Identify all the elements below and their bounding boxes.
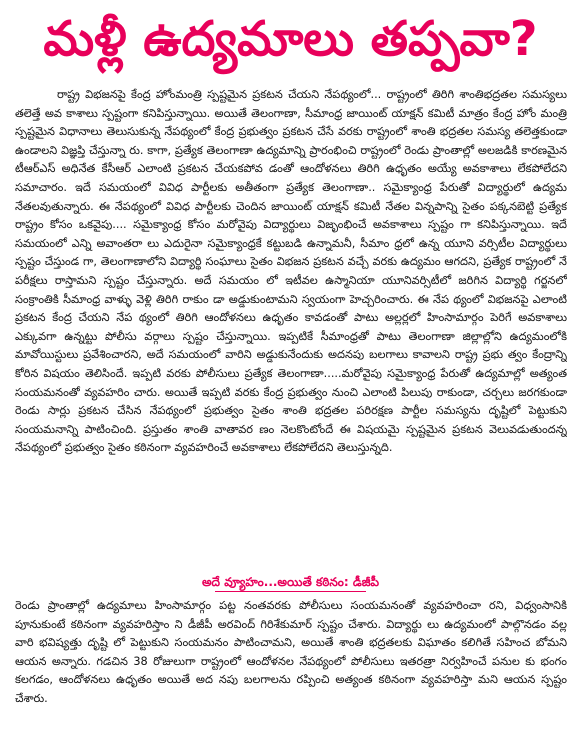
- article-body-paragraph-1: రాష్ట్ర విభజనపై కేంద్ర హోంమంత్రి స్పష్టమైన ప్రకటన చేయని నేపథ్యంలో... రాష్ట్రంలో తిరిగి శాంతిభద్రతల సమస్యలు తలెత్తే అవ కాశాలు స్పష్టంగా కనిపిస్తున్నాయి. అయితే తెలంగాణా, సీమాంధ్ర జాయింట్ యాక్షన్ కమిటీ మాత్రం కేంద్ర హోం మంత్రి స్పష్టమైన విధానాలు తెలుసుకున్న నేపథ్యంలో కేంద్ర ప్రభుత్వం ప్రకటన చేసే వరకు రాష్ట్రంలో శాంతి భద్రతల సమస్య తలెత్తకుండా ఉండాలని విజ్ఞప్తి చేస్తున్నా రు. కాగా, ప్రత్యేక తెలంగాణా ఉద్యమాన్ని ప్రారంభించి రాష్ట్రంలో రెండు ప్రాంతాల్లో అలజడికి కారణమైన టీఆర్ఎస్ అధినేత కేసీఆర్ ఎలాంటి ప్రకటన చేయకపోవ డంతో ఆందోళనలు తిరిగి ఉధృతం అయ్యే అవకాశాలు లేకపోలేదని సమాచారం. ఇదే సమయంలో వివిధ పార్టీలకు అతీతంగా ప్రత్యేక తెలంగాణా.. సమైక్యాంధ్ర పేరుతో విద్యార్థులో ఉద్యమ నేతలవుతున్నారు. ఈ నేపథ్యంలో వివిధ పార్టీలకు చెందిన జాయింట్ యాక్షన్ కమిటీ నేతల విన్నపాన్ని సైతం పక్కనబెట్టి ప్రత్యేక రాష్ట్రం కోసం ఒకవైపు.... సమైక్యాంధ్ర కోసం మరోవైపు విద్యార్థులు విజృంభించే అవకాశాలు స్పష్టం గా కనిపిస్తున్నాయి. ఇదే సమయంలో ఎన్ని అవాంతరా లు ఎదురైనా సమైక్యాంధ్రకే కట్టుబడి ఉన్నామనీ, సీమాం ధ్రలో ఉన్న యూని వర్సిటీల విద్యార్థులు స్పష్టం చేస్తుండ గా, తెలంగాణాలోని విద్యార్థి సంఘాలు సైతం విభజన ప్రకటన వచ్చే వరకు ఉద్యమం ఆగదని, ప్రత్యేక రాష్ట్రంలో నే పరీక్షలు రాస్తామని స్పష్టం చేస్తున్నారు. అదే సమయం లో ఇటీవల ఉస్మానియా యూనివర్సిటీలో జరిగిన విద్యార్థి గర్జనలో సంక్రాంతికి సీమాంధ్ర వాళ్ళు వెళ్లి తిరిగి రాకుం డా అడ్డుకుంటామని స్వయంగా హెచ్చరించారు. ఈ నేప థ్యంలో విభజనపై ఎలాంటి ప్రకటన కేంద్ర చేయని నేప థ్యంలో తిరిగి ఆందోళనలు ఉధృతం కావడంతో పాటు అల్లర్లలో హింసామార్గం పెరిగే అవకాశాలు ఎక్కువగా ఉన్నట్టు పోలీసు వర్గాలు స్పష్టం చేస్తున్నాయి. ఇప్పటికే సీమాంధ్రతో పాటు తెలంగాణా జిల్లాల్లోని ఉద్యమంలోకి మావోయిస్టులు ప్రవేశించారని, అదే సమయంలో వారిని అడ్డుకునేందుకు అదనపు బలగాలు కావాలని రాష్ట్ర ప్రభు త్వం కేంద్రాన్ని కోరిన విషయం తెలిసిందే. ఇప్పటి వరకు పోలీసులు ప్రత్యేక తెలంగాణా.....మరోవైపు సమైక్యాంధ్ర పేరుతో ఉద్యమాల్లో అత్యంత సంయమనంతో వ్యవహరిం చారు. అయితే ఇప్పటి వరకు కేంద్ర ప్రభుత్వం నుంచి ఎలాంటి పిలుపు రాకుండా, చర్చలు జరగకుండా రెండు సార్లు ప్రకటన చేసిన నేపథ్యంలో ప్రభుత్వం సైతం శాంతి భద్రతల పరిరక్షణ పార్టీల సమస్యను దృష్టిలో పెట్టుకుని సంయమనాన్ని పాటించింది. ప్రస్తుతం శాంతి వాతావర ణం నెలకొంటోందే ఈ విషయమై స్పష్టమైన ప్రకటన వెలువడుతుందన్న నేపథ్యంలో ప్రభుత్వం సైతం కఠినంగా వ్యవహరించే అవకాశాలు లేకపోలేదని తెలుస్తున్నది.: [15, 88, 567, 455]
- article-headline: మళ్లీ ఉద్యమాలు తప్పవా?: [43, 11, 538, 67]
- article-body-paragraph-2: రెండు ప్రాంతాల్లో ఉద్యమాలు హింసామార్గం పట్ట నంతవరకు పోలీసులు సంయమనంతో వ్యవహరించా రని, విధ్వంసానికి పూనుకుంటే కఠినంగా వ్యవహరిస్తాం ని డీజీపీ అరవింద్ గిరిశేకుమార్ స్పష్టం చేశారు. విద్యార్థు లు ఉద్యమంలో పాల్గొనడం వల్ల వారి భవిష్యత్తు దృష్టి లో పెట్టుకుని సంయమనం పాటించామని, అయితే శాంతి భద్రతలకు విఘాతం కలిగితే సహించ బోమని ఆయన అన్నారు. గడచిన 38 రోజులుగా రాష్ట్రంలో ఆందోళనల నేపథ్యంలో పోలీసులు ఇతరత్రా నిర్వహించే పనుల కు భంగం కలగడం, ఆందోళనలు ఉధృతం అయితే అద నపు బలగాలను రప్పించి అత్యంత కఠినంగా వ్యవహరిస్తా మని ఆయన స్పష్టం చేశారు.: [15, 599, 567, 705]
- subheading-underline: [215, 591, 366, 592]
- article-subheading: అదే వ్యూహం...అయితే కఠినం: డీజీపీ: [201, 575, 380, 589]
